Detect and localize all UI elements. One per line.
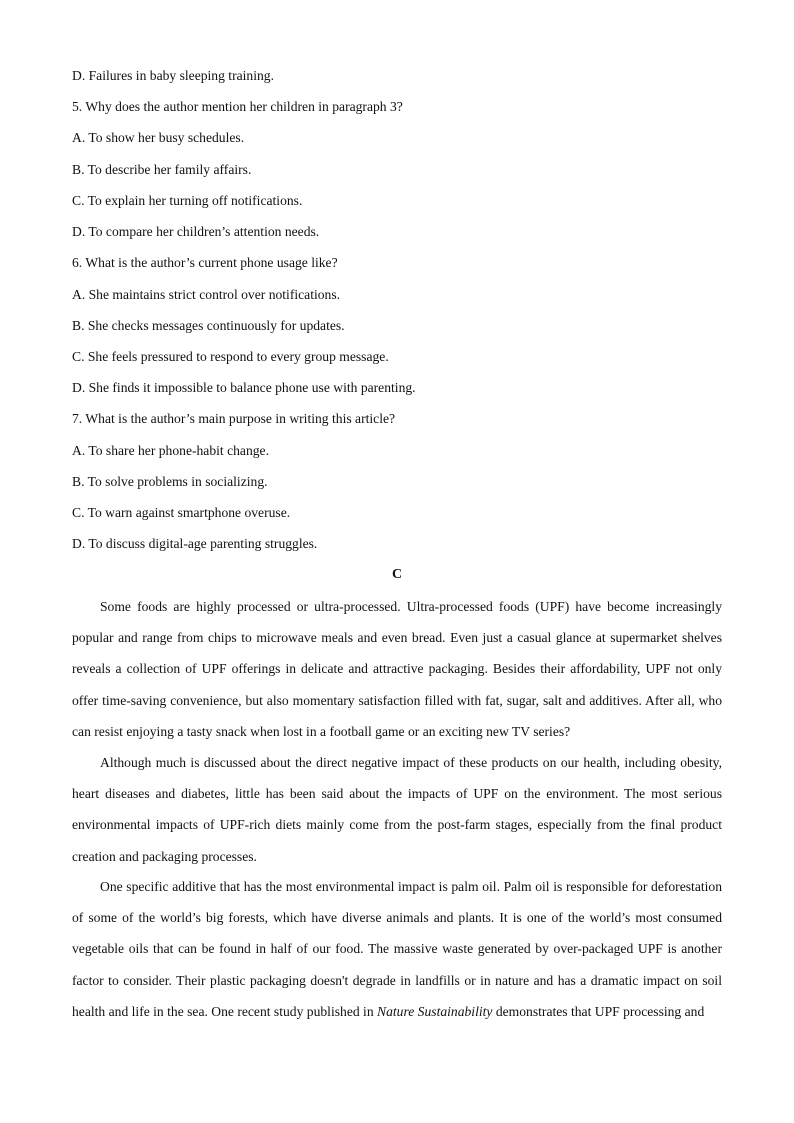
- option-a-q7: A. To share her phone-habit change.: [72, 443, 269, 458]
- option-d-q7: D. To discuss digital-age parenting struggles.: [72, 536, 318, 551]
- option-c-q7: C. To warn against smartphone overuse.: [72, 505, 291, 520]
- option-d-q6: D. She finds it impossible to balance phone use with parenting.: [72, 380, 416, 395]
- question-6: 6. What is the author’s current phone usage like?: [72, 255, 338, 270]
- passage-paragraph-1: Some foods are highly processed or ultra-processed. Ultra-processed foods (UPF) have become increasingly popular and range from chips to microwave meals and even bread. Even just a casual glance at supermarket shelves reveals a collection of UPF offerings in delicate and attractive packaging. Besides their affordability, UPF not only offer time-saving convenience, but also momentary satisfaction filled with fat, sugar, salt and additives. After all, who can resist enjoying a tasty snack when lost in a football game or an exciting new TV series?: [72, 599, 722, 739]
- option-b-q5: B. To describe her family affairs.: [72, 162, 252, 177]
- option-c-q5: C. To explain her turning off notifications.: [72, 193, 303, 208]
- section-heading: C: [391, 567, 403, 582]
- journal-title: Nature Sustainability: [377, 1003, 493, 1019]
- option-b-q7: B. To solve problems in socializing.: [72, 474, 268, 489]
- option-d-q5: D. To compare her children’s attention needs.: [72, 224, 320, 239]
- paragraph-3-continuation: demonstrates that UPF processing and: [492, 1003, 705, 1019]
- option-d-q4: D. Failures in baby sleeping training.: [72, 68, 274, 83]
- option-b-q6: B. She checks messages continuously for updates.: [72, 318, 345, 333]
- option-a-q5: A. To show her busy schedules.: [72, 130, 245, 145]
- question-7: 7. What is the author’s main purpose in writing this article?: [72, 411, 396, 426]
- option-a-q6: A. She maintains strict control over notifications.: [72, 287, 341, 302]
- question-5: 5. Why does the author mention her children in paragraph 3?: [72, 99, 403, 114]
- passage-paragraph-2: Although much is discussed about the direct negative impact of these products on our health, including obesity, heart diseases and diabetes, little has been said about the impacts of UPF on the environment. The most serious environmental impacts of UPF-rich diets mainly come from the post-farm stages, especially from the final product creation and packaging processes.: [72, 755, 722, 864]
- paragraph-3-text: One specific additive that has the most environmental impact is palm oil. Palm oil is responsible for deforestation of some of the world’s big forests, which have diverse animals and plants. It is one of the world’s most consumed vegetable oils that can be found in half of our food. The massive waste generated by over-packaged UPF is another factor to consider. Their plastic packaging doesn't degrade in landfills or in nature and has a dramatic impact on soil health and life in the sea. One recent study published in: [72, 879, 722, 1019]
- passage-paragraph-3: [72, 871, 722, 1027]
- option-c-q6: C. She feels pressured to respond to every group message.: [72, 349, 389, 364]
